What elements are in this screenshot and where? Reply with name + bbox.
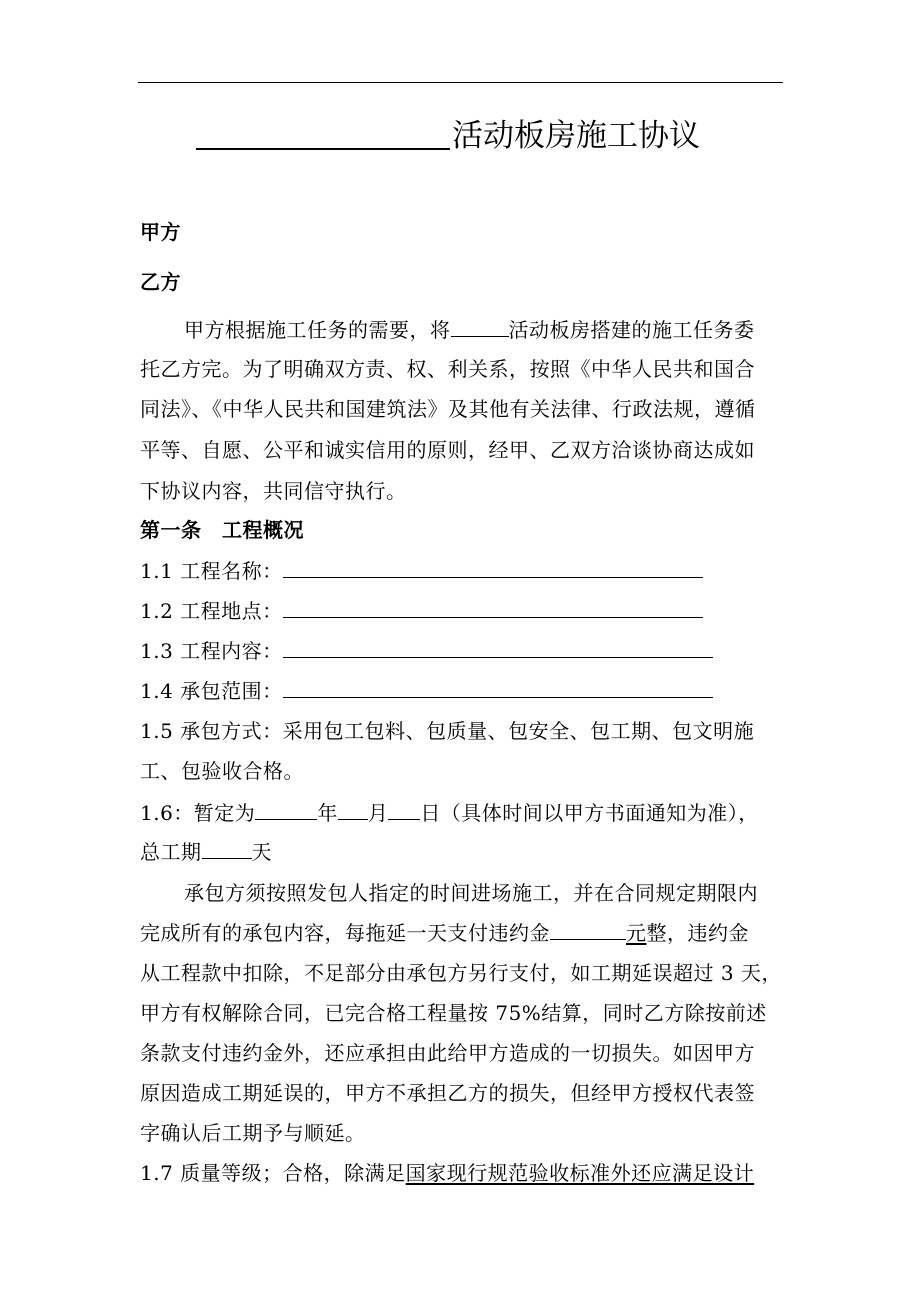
document-title: 活动板房施工协议 xyxy=(196,112,700,160)
project-content-blank xyxy=(283,637,713,658)
penalty-line-3: 从工程款中扣除，不足部分由承包方另行支付，如工期延误超过 3 天， xyxy=(140,961,782,985)
penalty-line-7: 字确认后工期予与顺延。 xyxy=(140,1121,366,1145)
title-blank xyxy=(196,112,450,150)
penalty-line-2: 完成所有的承包内容，每拖延一天支付违约金 元整，违约金 xyxy=(140,921,749,945)
contract-scope-blank xyxy=(283,677,713,698)
intro-line-1: 甲方根据施工任务的需要，将 活动板房搭建的施工任务委 xyxy=(184,318,755,342)
section-1-heading: 第一条 工程概况 xyxy=(140,518,304,542)
penalty-line-5: 条款支付违约金外，还应承担由此给甲方造成的一切损失。如因甲方 xyxy=(140,1041,755,1065)
intro-line-5: 下协议内容，共同信守执行。 xyxy=(140,479,407,503)
item-1-4: 1.4 承包范围： xyxy=(140,677,713,705)
item-1-3: 1.3 工程内容： xyxy=(140,637,713,665)
item-1-2: 1.2 工程地点： xyxy=(140,597,703,625)
item-1-1: 1.1 工程名称： xyxy=(140,557,703,585)
top-rule xyxy=(138,82,783,83)
penalty-line-4: 甲方有权解除合同，已完合格工程量按 75%结算，同时乙方除按前述 xyxy=(140,1001,767,1025)
penalty-line-1: 承包方须按照发包人指定的时间进场施工，并在合同规定期限内 xyxy=(184,881,758,905)
intro-line-3: 同法》、《中华人民共和国建筑法》及其他有关法律、行政法规，遵循 xyxy=(140,397,756,421)
party-a-label: 甲方 xyxy=(140,220,181,244)
intro-line-2: 托乙方完。为了明确双方责、权、利关系，按照《中华人民共和国合 xyxy=(140,357,755,381)
project-name-blank xyxy=(283,557,703,578)
intro-line-4: 平等、自愿、公平和诚实信用的原则，经甲、乙双方洽谈协商达成如 xyxy=(140,438,755,462)
penalty-line-6: 原因造成工期延误的，甲方不承担乙方的损失，但经甲方授权代表签 xyxy=(140,1081,755,1105)
party-b-label: 乙方 xyxy=(140,270,181,294)
item-1-5-line-1: 1.5 承包方式：采用包工包料、包质量、包安全、包工期、包文明施 xyxy=(140,719,755,743)
item-1-6-line-2: 总工期 天 xyxy=(140,840,272,864)
project-location-blank xyxy=(283,597,703,618)
item-1-6-line-1: 1.6：暂定为 年 月 日（具体时间以甲方书面通知为准）， xyxy=(140,801,759,825)
item-1-5-line-2: 工、包验收合格。 xyxy=(140,759,304,783)
quality-standard-text: 国家现行规范验收标准外还应满足设计 xyxy=(405,1161,755,1185)
item-1-7: 1.7 质量等级；合格，除满足国家现行规范验收标准外还应满足设计 xyxy=(140,1161,755,1185)
